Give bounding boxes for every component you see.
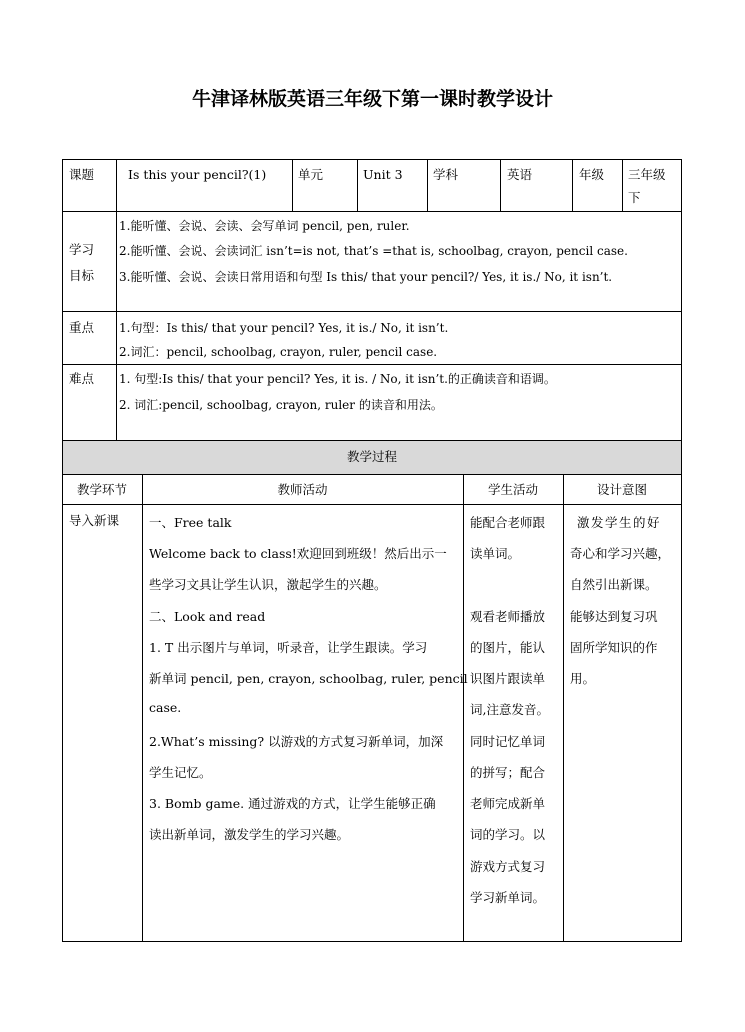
teacher-line: 学生记忆。 [149, 765, 212, 780]
student-line: 的拼写；配合 [470, 765, 546, 780]
key-point-item: 1.句型：Is this/ that your pencil? Yes, it is./ No, it isn’t. [119, 321, 449, 335]
table-border [292, 159, 293, 211]
table-border [62, 440, 63, 942]
table-border [622, 159, 623, 211]
table-border [62, 504, 682, 505]
stage-name: 导入新课 [69, 513, 120, 528]
difficulty-item: 2. 词汇:pencil, schoolbag, crayon, ruler 的读音和用法。 [119, 398, 443, 412]
student-line: 学习新单词。 [470, 890, 546, 905]
col-header-intent: 设计意图 [596, 482, 647, 497]
table-border [357, 159, 358, 211]
document-title: 牛津译林版英语三年级下第一课时教学设计 [191, 88, 553, 110]
grade-value: 三年级 [628, 167, 666, 182]
difficulty-item: 1. 句型:Is this/ that your pencil? Yes, it is. / No, it isn’t.的正确读音和语调。 [119, 372, 556, 386]
intent-line: 用。 [570, 671, 596, 686]
teacher-line: 3. Bomb game. 通过游戏的方式，让学生能够正确 [149, 796, 436, 811]
key-point-item: 2.词汇：pencil, schoolbag, crayon, ruler, pencil case. [119, 345, 438, 359]
table-border [62, 474, 682, 475]
topic-value: Is this your pencil?(1) [128, 167, 267, 182]
col-header-stage: 教学环节 [76, 482, 127, 497]
teacher-line: Welcome back to class!欢迎回到班级！然后出示一 [149, 546, 447, 561]
teacher-line: 读出新单词，激发学生的学习兴趣。 [149, 827, 350, 842]
table-border [427, 159, 428, 211]
col-header-student: 学生活动 [487, 482, 538, 497]
table-border [463, 474, 464, 942]
table-border [681, 159, 682, 441]
student-line: 同时记忆单词 [470, 734, 546, 749]
section-title: 教学过程 [346, 449, 397, 464]
student-line: 识图片跟读单 [470, 671, 546, 686]
unit-value: Unit 3 [363, 167, 403, 182]
teacher-line: 1. T 出示图片与单词，听录音，让学生跟读。学习 [149, 640, 428, 655]
intent-line: 激发学生的好 [577, 515, 662, 530]
student-line: 游戏方式复习 [470, 859, 546, 874]
student-line: 词的学习。以 [470, 827, 546, 842]
table-border [142, 474, 143, 942]
topic-label: 课题 [69, 167, 95, 182]
teacher-line: 新单词 pencil, pen, crayon, schoolbag, ruler, pencil [149, 671, 468, 686]
col-header-teacher: 教师活动 [277, 482, 328, 497]
table-border [62, 211, 682, 212]
student-line: 读单词。 [470, 546, 521, 561]
table-border [62, 941, 682, 942]
student-line: 词,注意发音。 [470, 702, 549, 717]
teacher-line: 二、Look and read [149, 609, 266, 624]
objective-item: 2.能听懂、会说、会读词汇 isn’t=is not, that’s =that is, schoolbag, crayon, pencil case. [119, 244, 628, 258]
intent-line: 自然引出新课。 [570, 577, 658, 592]
grade-value-2: 下 [628, 190, 641, 205]
grade-label: 年级 [579, 167, 605, 182]
table-border [62, 159, 682, 160]
table-border [62, 311, 682, 312]
subject-label: 学科 [433, 167, 459, 182]
student-line: 观看老师播放 [470, 609, 546, 624]
table-border [563, 474, 564, 942]
student-line: 能配合老师跟 [470, 515, 546, 530]
teacher-line: 些学习文具让学生认识，激起学生的兴趣。 [149, 577, 387, 592]
table-border [500, 159, 501, 211]
intent-line: 奇心和学习兴趣， [570, 546, 671, 561]
key-points-label: 重点 [69, 320, 95, 335]
teacher-line: 2.What’s missing? 以游戏的方式复习新单词，加深 [149, 734, 444, 749]
unit-label: 单元 [298, 167, 324, 182]
table-border [116, 159, 117, 441]
objectives-label-2: 目标 [69, 268, 95, 283]
table-border [572, 159, 573, 211]
teacher-line: 一、Free talk [149, 515, 232, 530]
table-border [681, 440, 682, 942]
table-border [62, 364, 682, 365]
objective-item: 3.能听懂、会说、会读日常用语和句型 Is this/ that your pencil?/ Yes, it is./ No, it isn’t. [119, 270, 613, 284]
objective-item: 1.能听懂、会说、会读、会写单词 pencil, pen, ruler. [119, 219, 410, 233]
teacher-line: case. [149, 700, 182, 715]
objectives-label: 学习 [69, 242, 95, 257]
difficulties-label: 难点 [69, 371, 95, 386]
subject-value: 英语 [507, 167, 533, 182]
intent-line: 能够达到复习巩 [570, 609, 658, 624]
table-border [62, 159, 63, 441]
student-line: 老师完成新单 [470, 796, 546, 811]
student-line: 的图片，能认 [470, 640, 546, 655]
intent-line: 固所学知识的作 [570, 640, 658, 655]
